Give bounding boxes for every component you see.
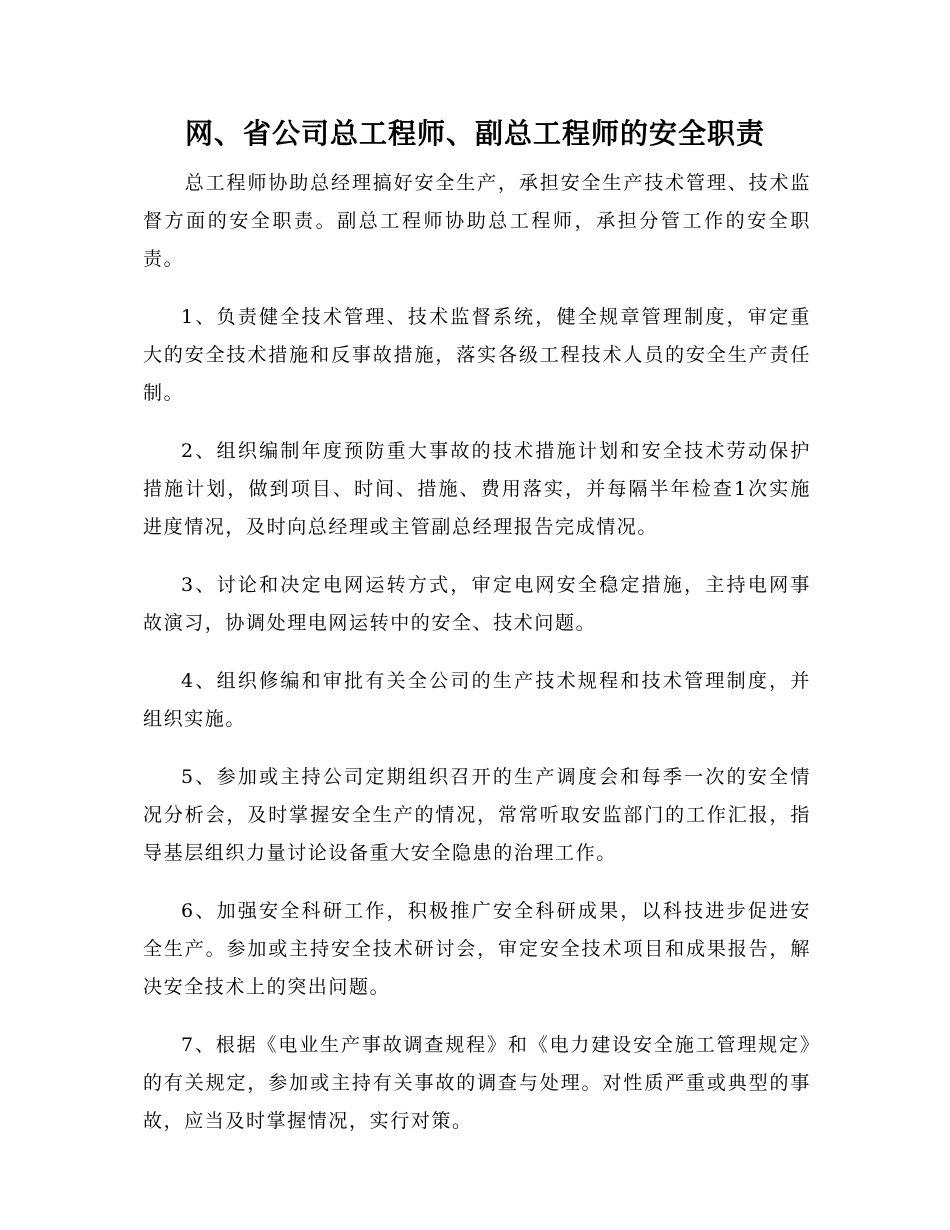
paragraph-item-7: 7、根据《电业生产事故调查规程》和《电力建设安全施工管理规定》的有关规定，参加或主持有关事故的调查与处理。对性质严重或典型的事故，应当及时掌握情况，实行对策。 — [143, 1034, 811, 1132]
paragraph-intro: 总工程师协助总经理搞好安全生产，承担安全生产技术管理、技术监督方面的安全职责。副总工程师协助总工程师，承担分管工作的安全职责。 — [143, 172, 811, 270]
document-title: 网、省公司总工程师、副总工程师的安全职责 — [184, 117, 765, 150]
paragraph-item-2: 2、组织编制年度预防重大事故的技术措施计划和安全技术劳动保护措施计划，做到项目、时间、措施、费用落实，并每隔半年检查1次实施进度情况，及时向总经理或主管副总经理报告完成情况。 — [143, 440, 811, 538]
document-body — [143, 164, 811, 1160]
paragraph-item-5: 5、参加或主持公司定期组织召开的生产调度会和每季一次的安全情况分析会，及时掌握安全生产的情况，常常听取安监部门的工作汇报，指导基层组织力量讨论设备重大安全隐患的治理工作。 — [143, 766, 811, 864]
paragraph-item-3: 3、讨论和决定电网运转方式，审定电网安全稳定措施，主持电网事故演习，协调处理电网运转中的安全、技术问题。 — [143, 574, 811, 634]
paragraph-item-6: 6、加强安全科研工作，积极推广安全科研成果，以科技进步促进安全生产。参加或主持安全技术研讨会，审定安全技术项目和成果报告，解决安全技术上的突出问题。 — [143, 900, 811, 998]
paragraph-item-1: 1、负责健全技术管理、技术监督系统，健全规章管理制度，审定重大的安全技术措施和反事故措施，落实各级工程技术人员的安全生产责任制。 — [143, 306, 811, 404]
paragraph-item-4: 4、组织修编和审批有关全公司的生产技术规程和技术管理制度，并组织实施。 — [143, 670, 811, 730]
